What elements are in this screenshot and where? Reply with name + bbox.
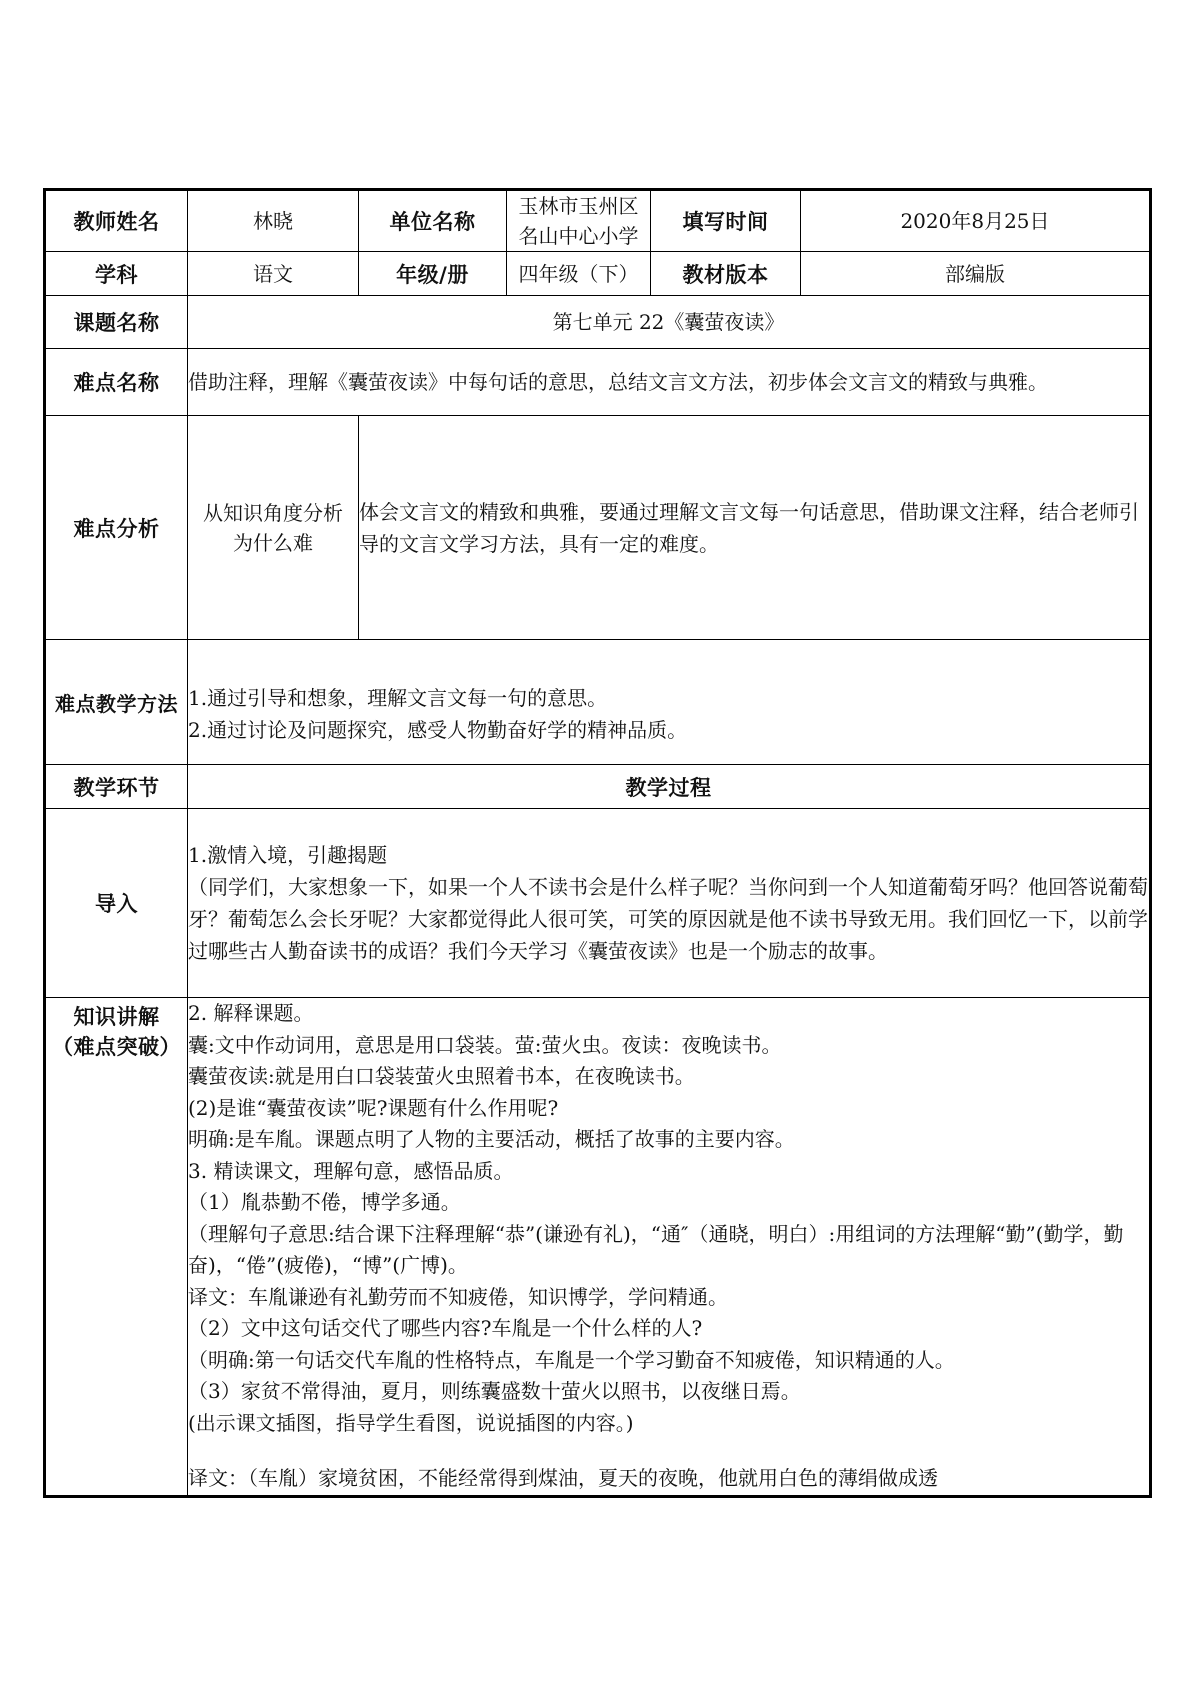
unit-label: 单位名称 <box>359 190 507 252</box>
edition-label: 教材版本 <box>651 252 801 296</box>
knowledge-line: 囊:文中作动词用，意思是用口袋装。萤:萤火虫。夜读：夜晚读书。 <box>188 1032 782 1057</box>
knowledge-line: 囊萤夜读:就是用白口袋装萤火虫照着书本，在夜晚读书。 <box>188 1064 695 1088</box>
topic-value: 第七单元 22《囊萤夜读》 <box>188 296 1151 349</box>
intro-label: 导入 <box>45 809 188 998</box>
knowledge-line: (出示课文插图，指导学生看图，说说插图的内容。) <box>188 1410 634 1435</box>
knowledge-line: （3）家贫不常得油，夏月，则练囊盛数十萤火以照书，以夜继日焉。 <box>188 1379 801 1403</box>
knowledge-line: （理解句子意思:结合课下注释理解“恭”(谦逊有礼)，“通″（通晓，明白）:用组词的方法理解“勤”(勤学，勤奋)，“倦”(疲倦)，“博”(广博)。 <box>188 1221 1124 1277</box>
knowledge-line: (2)是谁“囊萤夜读”呢?课题有什么作用呢? <box>188 1095 559 1120</box>
knowledge-content <box>188 998 1151 1497</box>
lesson-plan-table <box>43 188 1152 1498</box>
knowledge-line: 明确:是车胤。课题点明了人物的主要活动，概括了故事的主要内容。 <box>188 1127 795 1151</box>
intro-content <box>188 809 1151 998</box>
knowledge-line: 译文：车胤谦逊有礼勤劳而不知疲倦，知识博学，学问精通。 <box>188 1284 728 1309</box>
difficulty-label: 难点名称 <box>45 349 188 416</box>
teacher-name-label: 教师姓名 <box>45 190 188 252</box>
difficulty-value: 借助注释，理解《囊萤夜读》中每句话的意思，总结文言文方法，初步体会文言文的精致与典雅。 <box>188 349 1151 416</box>
subject-label: 学科 <box>45 252 188 296</box>
fill-time-label: 填写时间 <box>651 190 801 252</box>
knowledge-line: 译文：（车胤）家境贫困，不能经常得到煤油，夏天的夜晚，他就用白色的薄绢做成透 <box>188 1466 938 1490</box>
difficulty-row <box>45 349 1151 416</box>
knowledge-label-line2: （难点突破） <box>52 1035 181 1059</box>
knowledge-line: （2）文中这句话交代了哪些内容?车胤是一个什么样的人? <box>188 1316 703 1340</box>
knowledge-line: 2. 解释课题。 <box>188 1001 314 1025</box>
unit-value: 玉林市玉州区名山中心小学 <box>507 190 651 252</box>
knowledge-label-line1: 知识讲解 <box>73 1005 160 1029</box>
method-list <box>188 640 1151 765</box>
process-label: 教学过程 <box>188 765 1151 809</box>
intro-row <box>45 809 1151 998</box>
analysis-sub-label: 从知识角度分析为什么难 <box>188 416 359 640</box>
header-row-1 <box>45 190 1151 252</box>
intro-line: （同学们，大家想象一下，如果一个人不读书会是什么样子呢？当你问到一个人知道葡萄牙吗？他回答说葡萄牙？葡萄怎么会长牙呢？大家都觉得此人很可笑，可笑的原因就是他不读书导致无用。我们回忆一下，以前学过哪些古人勤奋读书的成语？我们今天学习《囊萤夜读》也是一个励志的故事。 <box>188 875 1148 963</box>
knowledge-line: 3. 精读课文，理解句意，感悟品质。 <box>188 1158 514 1183</box>
stage-label: 教学环节 <box>45 765 188 809</box>
knowledge-label <box>45 998 188 1497</box>
process-header-row <box>45 765 1151 809</box>
grade-label: 年级/册 <box>359 252 507 296</box>
method-label: 难点教学方法 <box>45 640 188 765</box>
subject-value: 语文 <box>188 252 359 296</box>
method-item: 1.通过引导和想象，理解文言文每一句的意思。 <box>188 686 608 710</box>
topic-label: 课题名称 <box>45 296 188 349</box>
analysis-value: 体会文言文的精致和典雅，要通过理解文言文每一句话意思，借助课文注释，结合老师引导的文言文学习方法，具有一定的难度。 <box>359 416 1151 640</box>
knowledge-blank-line <box>188 1439 1149 1463</box>
fill-time-value: 2020年8月25日 <box>801 190 1151 252</box>
analysis-row <box>45 416 1151 640</box>
header-row-2 <box>45 252 1151 296</box>
method-item: 2.通过讨论及问题探究，感受人物勤奋好学的精神品质。 <box>188 718 688 742</box>
intro-line: 1.激情入境，引趣揭题 <box>188 843 388 867</box>
edition-value: 部编版 <box>801 252 1151 296</box>
topic-row <box>45 296 1151 349</box>
method-row <box>45 640 1151 765</box>
grade-value: 四年级（下） <box>507 252 651 296</box>
analysis-label: 难点分析 <box>45 416 188 640</box>
knowledge-line: （1）胤恭勤不倦，博学多通。 <box>188 1190 461 1214</box>
teacher-name-value: 林晓 <box>188 190 359 252</box>
knowledge-line: （明确:第一句话交代车胤的性格特点，车胤是一个学习勤奋不知疲倦，知识精通的人。 <box>188 1347 955 1372</box>
knowledge-row <box>45 998 1151 1497</box>
